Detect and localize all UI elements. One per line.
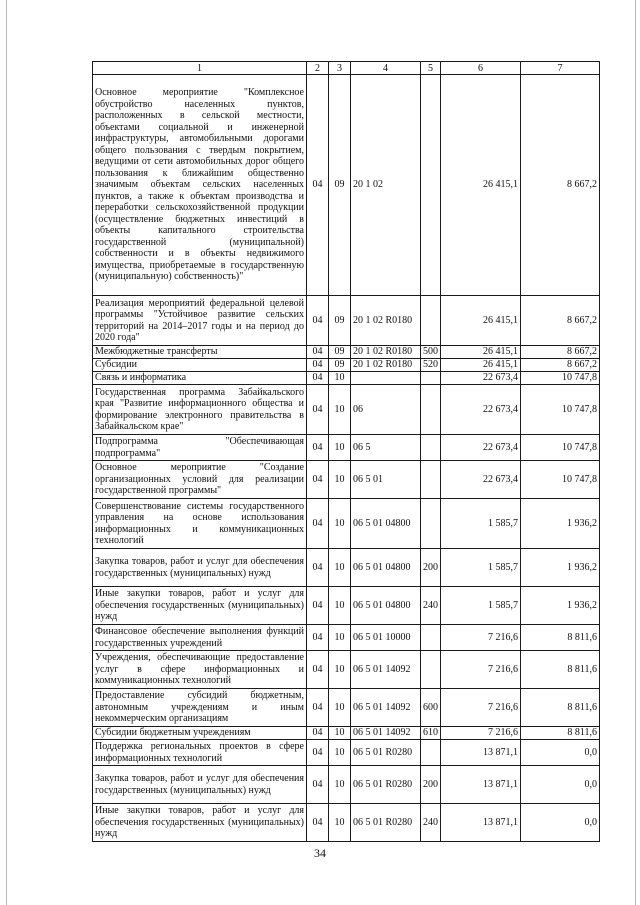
row-expense-type: 500 <box>421 346 441 359</box>
row-sum-2: 10 747,8 <box>521 385 600 435</box>
row-name: Государственная программа Забайкальского края "Развитие информационного общества и формирование электронного правительства в Забайкальском крае" <box>93 385 307 435</box>
row-sum-2: 8 667,2 <box>521 346 600 359</box>
row-sum-1: 22 673,4 <box>441 385 521 435</box>
row-expense-type <box>421 625 441 651</box>
row-sum-1: 26 415,1 <box>441 296 521 346</box>
table-row <box>93 346 600 359</box>
row-target-article: 06 5 01 14092 <box>351 727 421 740</box>
row-target-article: 06 5 01 10000 <box>351 625 421 651</box>
row-sum-2: 8 811,6 <box>521 651 600 689</box>
row-target-article: 06 5 01 R0280 <box>351 804 421 842</box>
row-name: Межбюджетные трансферты <box>93 346 307 359</box>
row-section: 04 <box>307 75 329 296</box>
row-sum-2: 8 811,6 <box>521 689 600 727</box>
table-row <box>93 804 600 842</box>
row-subsection: 10 <box>329 385 351 435</box>
header-col-4: 4 <box>351 62 421 75</box>
row-expense-type <box>421 75 441 296</box>
table-row <box>93 499 600 549</box>
row-name: Поддержка региональных проектов в сфере информационных технологий <box>93 740 307 766</box>
table-header-row <box>93 62 600 75</box>
row-section: 04 <box>307 804 329 842</box>
row-expense-type: 520 <box>421 359 441 372</box>
row-sum-2: 0,0 <box>521 804 600 842</box>
row-sum-1: 13 871,1 <box>441 766 521 804</box>
table-row <box>93 766 600 804</box>
page-number: 34 <box>314 846 326 860</box>
row-expense-type: 240 <box>421 804 441 842</box>
row-sum-1: 7 216,6 <box>441 727 521 740</box>
row-section: 04 <box>307 689 329 727</box>
row-sum-1: 1 585,7 <box>441 587 521 625</box>
table-row <box>93 296 600 346</box>
row-expense-type: 200 <box>421 766 441 804</box>
row-expense-type <box>421 435 441 461</box>
row-expense-type: 240 <box>421 587 441 625</box>
row-subsection: 10 <box>329 689 351 727</box>
row-expense-type <box>421 461 441 499</box>
row-section: 04 <box>307 625 329 651</box>
table-body <box>93 75 600 842</box>
row-target-article: 20 1 02 R0180 <box>351 296 421 346</box>
row-section: 04 <box>307 461 329 499</box>
row-expense-type <box>421 372 441 385</box>
row-sum-1: 7 216,6 <box>441 689 521 727</box>
row-name: Закупка товаров, работ и услуг для обеспечения государственных (муниципальных) нужд <box>93 766 307 804</box>
row-sum-1: 13 871,1 <box>441 740 521 766</box>
table-row <box>93 372 600 385</box>
row-section: 04 <box>307 549 329 587</box>
row-sum-2: 1 936,2 <box>521 587 600 625</box>
row-sum-2: 1 936,2 <box>521 499 600 549</box>
row-section: 04 <box>307 727 329 740</box>
row-target-article: 06 <box>351 385 421 435</box>
row-section: 04 <box>307 385 329 435</box>
table-row <box>93 740 600 766</box>
row-sum-2: 8 667,2 <box>521 296 600 346</box>
row-sum-1: 26 415,1 <box>441 359 521 372</box>
row-target-article: 06 5 01 04800 <box>351 587 421 625</box>
row-subsection: 10 <box>329 435 351 461</box>
table-row <box>93 587 600 625</box>
row-sum-2: 10 747,8 <box>521 435 600 461</box>
row-sum-1: 7 216,6 <box>441 625 521 651</box>
row-section: 04 <box>307 740 329 766</box>
row-section: 04 <box>307 587 329 625</box>
row-target-article: 06 5 01 R0280 <box>351 766 421 804</box>
row-expense-type <box>421 651 441 689</box>
row-subsection: 10 <box>329 740 351 766</box>
row-expense-type <box>421 296 441 346</box>
row-expense-type <box>421 740 441 766</box>
row-expense-type: 600 <box>421 689 441 727</box>
row-name: Совершенствование системы государственного управления на основе использования информационных и коммуникационных технологий <box>93 499 307 549</box>
page-edge-right <box>635 0 636 905</box>
table-row <box>93 359 600 372</box>
row-name: Реализация мероприятий федеральной целевой программы "Устойчивое развитие сельских территорий на 2014–2017 годы и на период до 2020 года" <box>93 296 307 346</box>
header-col-6: 6 <box>441 62 521 75</box>
row-target-article: 06 5 <box>351 435 421 461</box>
row-sum-1: 13 871,1 <box>441 804 521 842</box>
row-subsection: 10 <box>329 587 351 625</box>
row-section: 04 <box>307 766 329 804</box>
row-sum-2: 8 811,6 <box>521 727 600 740</box>
row-subsection: 09 <box>329 296 351 346</box>
row-target-article <box>351 372 421 385</box>
row-expense-type <box>421 385 441 435</box>
row-sum-1: 7 216,6 <box>441 651 521 689</box>
row-sum-2: 10 747,8 <box>521 461 600 499</box>
table-row <box>93 651 600 689</box>
row-name: Предоставление субсидий бюджетным, автономным учреждениям и иным некоммерческим организациям <box>93 689 307 727</box>
row-subsection: 10 <box>329 625 351 651</box>
row-target-article: 20 1 02 <box>351 75 421 296</box>
row-section: 04 <box>307 296 329 346</box>
header-col-1: 1 <box>93 62 307 75</box>
page-edge-left <box>6 0 7 905</box>
table-row <box>93 385 600 435</box>
row-sum-2: 1 936,2 <box>521 549 600 587</box>
table-row <box>93 75 600 296</box>
row-expense-type <box>421 499 441 549</box>
row-section: 04 <box>307 346 329 359</box>
row-target-article: 20 1 02 R0180 <box>351 359 421 372</box>
row-name: Иные закупки товаров, работ и услуг для обеспечения государственных (муниципальных) нужд <box>93 804 307 842</box>
row-name: Учреждения, обеспечивающие предоставление услуг в сфере информационных и коммуникационных технологий <box>93 651 307 689</box>
row-name: Основное мероприятие "Комплексное обустройство населенных пунктов, расположенных в сельской местности, объектами социальной и инженерной инфраструктуры, автомобильными дорогами общего пользования с твердым покрытием, ведущими от сети автомобильных дорог общего пользования к ближайшим общественно значимым объектам сельских населенных пунктов, а также к объектам производства и переработки сельскохозяйственной продукции (осуществление бюджетных инвестиций в объекты капитального строительства государственной (муниципальной) собственности и в объекты недвижимого имущества, приобретаемые в государственную (муниципальную) собственность)" <box>93 75 307 296</box>
row-target-article: 06 5 01 14092 <box>351 689 421 727</box>
row-target-article: 06 5 01 14092 <box>351 651 421 689</box>
row-section: 04 <box>307 372 329 385</box>
row-section: 04 <box>307 499 329 549</box>
row-name: Связь и информатика <box>93 372 307 385</box>
row-subsection: 09 <box>329 75 351 296</box>
header-col-2: 2 <box>307 62 329 75</box>
row-target-article: 06 5 01 04800 <box>351 549 421 587</box>
row-sum-2: 8 811,6 <box>521 625 600 651</box>
row-name: Подпрограмма "Обеспечивающая подпрограмма" <box>93 435 307 461</box>
table-row <box>93 549 600 587</box>
row-section: 04 <box>307 359 329 372</box>
row-target-article: 06 5 01 04800 <box>351 499 421 549</box>
row-sum-1: 22 673,4 <box>441 461 521 499</box>
row-subsection: 10 <box>329 461 351 499</box>
row-sum-1: 1 585,7 <box>441 499 521 549</box>
row-subsection: 10 <box>329 372 351 385</box>
row-name: Финансовое обеспечение выполнения функций государственных учреждений <box>93 625 307 651</box>
table-row <box>93 461 600 499</box>
table-row <box>93 689 600 727</box>
row-subsection: 10 <box>329 499 351 549</box>
row-subsection: 09 <box>329 346 351 359</box>
row-sum-2: 10 747,8 <box>521 372 600 385</box>
row-subsection: 09 <box>329 359 351 372</box>
row-name: Субсидии <box>93 359 307 372</box>
row-name: Закупка товаров, работ и услуг для обеспечения государственных (муниципальных) нужд <box>93 549 307 587</box>
row-name: Иные закупки товаров, работ и услуг для обеспечения государственных (муниципальных) нужд <box>93 587 307 625</box>
row-sum-2: 8 667,2 <box>521 359 600 372</box>
row-subsection: 10 <box>329 651 351 689</box>
row-sum-2: 0,0 <box>521 766 600 804</box>
row-sum-2: 0,0 <box>521 740 600 766</box>
row-name: Основное мероприятие "Создание организационных условий для реализации государственной программы" <box>93 461 307 499</box>
row-subsection: 10 <box>329 549 351 587</box>
row-sum-1: 22 673,4 <box>441 372 521 385</box>
row-target-article: 06 5 01 <box>351 461 421 499</box>
row-target-article: 06 5 01 R0280 <box>351 740 421 766</box>
row-sum-1: 26 415,1 <box>441 75 521 296</box>
row-section: 04 <box>307 435 329 461</box>
row-expense-type: 610 <box>421 727 441 740</box>
row-sum-1: 26 415,1 <box>441 346 521 359</box>
row-sum-2: 8 667,2 <box>521 75 600 296</box>
row-expense-type: 200 <box>421 549 441 587</box>
row-section: 04 <box>307 651 329 689</box>
table-row <box>93 435 600 461</box>
row-name: Субсидии бюджетным учреждениям <box>93 727 307 740</box>
row-subsection: 10 <box>329 804 351 842</box>
row-sum-1: 22 673,4 <box>441 435 521 461</box>
row-subsection: 10 <box>329 766 351 804</box>
budget-table <box>92 61 600 842</box>
row-sum-1: 1 585,7 <box>441 549 521 587</box>
row-subsection: 10 <box>329 727 351 740</box>
header-col-5: 5 <box>421 62 441 75</box>
header-col-7: 7 <box>521 62 600 75</box>
row-target-article: 20 1 02 R0180 <box>351 346 421 359</box>
table-row <box>93 727 600 740</box>
table-row <box>93 625 600 651</box>
header-col-3: 3 <box>329 62 351 75</box>
